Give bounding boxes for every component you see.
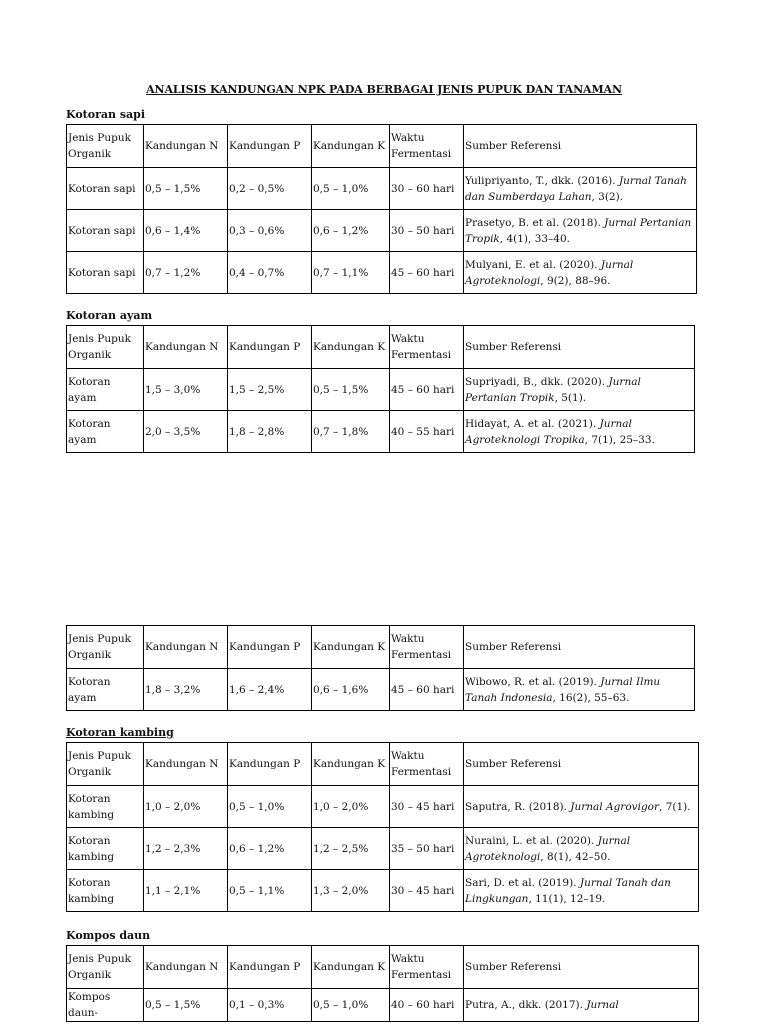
header-jenis: Jenis Pupuk Organik [67,125,144,168]
header-waktu: Waktu Fermentasi [390,946,464,989]
header-waktu: Waktu Fermentasi [390,326,464,369]
cell-jenis: Kotoran ayam [67,669,144,711]
table-kotoran-ayam [66,325,695,453]
cell-kandungan-n: 0,5 – 1,5% [144,168,228,210]
reference-journal: Jurnal Tanah dan Sumberdaya Lahan [465,174,687,203]
reference-journal: Jurnal Agrovigor [570,800,660,813]
reference-volume: , 7(1). [659,800,691,813]
table-kompos-daun [66,945,699,1022]
cell-sumber-referensi [464,989,699,1022]
cell-kandungan-p: 0,6 – 1,2% [228,828,312,870]
reference-volume: , 4(1), 33–40. [499,232,571,245]
reference-volume: , 9(2), 88–96. [540,274,611,287]
cell-waktu-fermentasi: 40 – 60 hari [390,989,464,1022]
cell-sumber-referensi [464,210,697,252]
reference-journal: Jurnal [586,999,619,1011]
cell-kandungan-n: 0,6 – 1,4% [144,210,228,252]
cell-waktu-fermentasi: 30 – 45 hari [390,786,464,828]
header-row [67,946,699,989]
reference-authors: Sari, D. et al. (2019). [465,876,580,889]
header-sumber: Sumber Referensi [464,946,699,989]
reference-authors: Prasetyo, B. et al. (2018). [465,216,605,229]
header-k: Kandungan K [312,743,390,786]
cell-kandungan-n: 0,7 – 1,2% [144,252,228,294]
header-p: Kandungan P [228,326,312,369]
header-n: Kandungan N [144,626,228,669]
header-row [67,326,695,369]
cell-jenis: Kotoran sapi [67,210,144,252]
reference-volume: , 11(1), 12–19. [528,892,606,905]
cell-jenis: Kotoran kambing [67,786,144,828]
cell-kandungan-p: 0,3 – 0,6% [228,210,312,252]
cell-sumber-referensi [464,168,697,210]
header-row [67,743,699,786]
header-n: Kandungan N [144,743,228,786]
reference-volume: , 7(1), 25–33. [584,433,655,446]
document-title: ANALISIS KANDUNGAN NPK PADA BERBAGAI JENIS PUPUK DAN TANAMAN [146,83,622,96]
reference-authors: Putra, A., dkk. (2017). [465,999,587,1011]
table-row [67,669,695,711]
reference-journal: Jurnal Pertanian Tropik [465,216,692,245]
table-row [67,252,697,294]
cell-sumber-referensi [464,828,699,870]
cell-kandungan-n: 2,0 – 3,5% [144,411,228,453]
table-row [67,168,697,210]
section-heading-kompos-daun: Kompos daun [66,929,151,942]
cell-jenis: Kotoran ayam [67,369,144,411]
header-jenis: Jenis Pupuk Organik [67,326,144,369]
cell-sumber-referensi [464,870,699,912]
cell-waktu-fermentasi: 45 – 60 hari [390,252,464,294]
reference-journal: Jurnal Pertanian Tropik [465,375,641,404]
cell-waktu-fermentasi: 45 – 60 hari [390,669,464,711]
cell-kandungan-k: 1,3 – 2,0% [312,870,390,912]
cell-waktu-fermentasi: 30 – 45 hari [390,870,464,912]
table-row [67,369,695,411]
header-jenis: Jenis Pupuk Organik [67,946,144,989]
cell-waktu-fermentasi: 40 – 55 hari [390,411,464,453]
reference-journal: Jurnal Agroteknologi [465,834,631,863]
cell-sumber-referensi [464,369,695,411]
cell-jenis: Kotoran kambing [67,828,144,870]
header-waktu: Waktu Fermentasi [390,743,464,786]
header-p: Kandungan P [228,743,312,786]
cell-kandungan-p: 0,2 – 0,5% [228,168,312,210]
header-k: Kandungan K [312,125,390,168]
header-p: Kandungan P [228,125,312,168]
cell-kandungan-p: 1,5 – 2,5% [228,369,312,411]
header-sumber: Sumber Referensi [464,743,699,786]
reference-volume: , 8(1), 42–50. [540,850,611,863]
cell-kandungan-p: 0,5 – 1,0% [228,786,312,828]
header-waktu: Waktu Fermentasi [390,125,464,168]
reference-authors: Saputra, R. (2018). [465,800,571,813]
reference-authors: Hidayat, A. et al. (2021). [465,417,600,430]
cell-kandungan-k: 0,7 – 1,1% [312,252,390,294]
cell-kandungan-k: 0,6 – 1,6% [312,669,390,711]
reference-authors: Supriyadi, B., dkk. (2020). [465,375,609,388]
reference-authors: Yulipriyanto, T., dkk. (2016). [465,174,619,187]
header-n: Kandungan N [144,326,228,369]
reference-volume: , 16(2), 55–63. [552,691,630,704]
table-row [67,411,695,453]
cell-jenis: Kotoran sapi [67,252,144,294]
reference-authors: Wibowo, R. et al. (2019). [465,675,601,688]
cell-kandungan-p: 1,8 – 2,8% [228,411,312,453]
header-k: Kandungan K [312,946,390,989]
cell-kandungan-n: 1,2 – 2,3% [144,828,228,870]
cell-kandungan-k: 0,6 – 1,2% [312,210,390,252]
reference-authors: Nuraini, L. et al. (2020). [465,834,598,847]
cell-kandungan-n: 1,5 – 3,0% [144,369,228,411]
header-jenis: Jenis Pupuk Organik [67,743,144,786]
section-heading-kotoran-ayam: Kotoran ayam [66,309,153,322]
cell-jenis: Kotoran kambing [67,870,144,912]
header-row [67,125,697,168]
reference-journal: Jurnal Tanah dan Lingkungan [465,876,671,905]
cell-sumber-referensi [464,669,695,711]
cell-kandungan-p: 0,1 – 0,3% [228,989,312,1022]
header-row [67,626,695,669]
header-n: Kandungan N [144,946,228,989]
reference-journal: Jurnal Ilmu Tanah Indonesia [465,675,661,704]
reference-volume: , 3(2). [591,190,624,203]
table-kotoran-ayam-continued [66,625,695,711]
cell-waktu-fermentasi: 45 – 60 hari [390,369,464,411]
header-jenis: Jenis Pupuk Organik [67,626,144,669]
header-p: Kandungan P [228,626,312,669]
cell-kandungan-n: 1,0 – 2,0% [144,786,228,828]
cell-waktu-fermentasi: 35 – 50 hari [390,828,464,870]
cell-kandungan-n: 0,5 – 1,5% [144,989,228,1022]
header-k: Kandungan K [312,326,390,369]
table-row [67,989,699,1022]
cell-sumber-referensi [464,252,697,294]
cell-jenis: Kompos daun- [67,989,144,1022]
cell-kandungan-k: 0,7 – 1,8% [312,411,390,453]
table-row [67,870,699,912]
cell-kandungan-p: 0,5 – 1,1% [228,870,312,912]
section-heading-kotoran-kambing: Kotoran kambing [66,726,174,739]
cell-kandungan-p: 0,4 – 0,7% [228,252,312,294]
cell-kandungan-n: 1,8 – 3,2% [144,669,228,711]
cell-kandungan-p: 1,6 – 2,4% [228,669,312,711]
table-row [67,786,699,828]
cell-jenis: Kotoran ayam [67,411,144,453]
cell-waktu-fermentasi: 30 – 50 hari [390,210,464,252]
cell-waktu-fermentasi: 30 – 60 hari [390,168,464,210]
cell-kandungan-k: 0,5 – 1,0% [312,168,390,210]
cell-sumber-referensi [464,411,695,453]
header-n: Kandungan N [144,125,228,168]
table-kotoran-kambing [66,742,699,912]
header-sumber: Sumber Referensi [464,125,697,168]
table-kotoran-sapi [66,124,697,294]
reference-journal: Jurnal Agroteknologi Tropika [465,417,632,446]
header-k: Kandungan K [312,626,390,669]
header-waktu: Waktu Fermentasi [390,626,464,669]
cell-kandungan-n: 1,1 – 2,1% [144,870,228,912]
cell-kandungan-k: 1,2 – 2,5% [312,828,390,870]
reference-authors: Mulyani, E. et al. (2020). [465,258,601,271]
cell-kandungan-k: 0,5 – 1,5% [312,369,390,411]
header-sumber: Sumber Referensi [464,326,695,369]
cell-jenis: Kotoran sapi [67,168,144,210]
reference-volume: , 5(1). [554,391,587,404]
reference-journal: Jurnal Agroteknologi [465,258,634,287]
header-sumber: Sumber Referensi [464,626,695,669]
section-heading-kotoran-sapi: Kotoran sapi [66,108,146,121]
cell-sumber-referensi [464,786,699,828]
table-row [67,210,697,252]
cell-kandungan-k: 0,5 – 1,0% [312,989,390,1022]
table-row [67,828,699,870]
header-p: Kandungan P [228,946,312,989]
cell-kandungan-k: 1,0 – 2,0% [312,786,390,828]
